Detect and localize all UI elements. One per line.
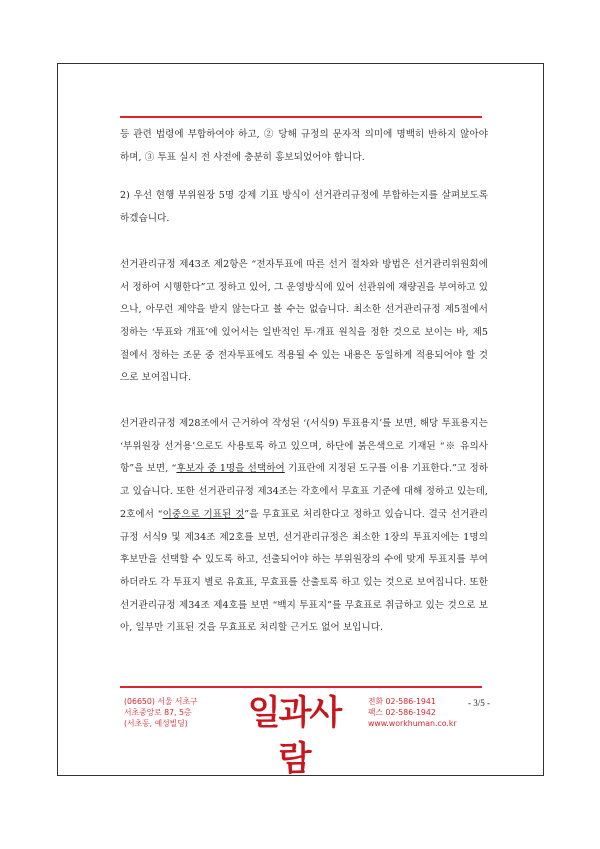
paragraph-3 — [120, 254, 488, 390]
website-link[interactable]: www.workhuman.co.kr — [368, 719, 457, 728]
logo-text: 일과사람 — [247, 693, 341, 779]
footer-contact — [368, 696, 457, 729]
paragraph-4-run-1: 선거관리규정 제28조에서 근거하여 작성된 ‘(서식9) 투표용지’를 보면, 해당 투표용지는 ‘부위원장 선거용’으로도 사용토록 하고 있으며, 하단에 붉은색으로 기재된 “※ 유의사항”을 보면, “ — [120, 418, 488, 475]
paragraph-4-run-3: 기표란에 지정된 도구를 이용 기표한다.”고 정하고 있습니다. 또한 선거관리규정 제34조는 각호에서 무효표 기준에 대해 정하고 있는데, 2호에서 “ — [120, 463, 489, 520]
header-rule — [120, 116, 482, 118]
footer-rule — [120, 686, 482, 688]
address-line: (서초동, 예성빌딩) — [124, 719, 188, 728]
fax-text: 팩스 02-586-1942 — [368, 708, 436, 717]
paragraph-4-underlined-1: 후보자 중 1명을 선택하여 — [176, 463, 285, 475]
address-line: 서초중앙로 87, 5층 — [124, 708, 192, 717]
paragraph-4-run-5: ”을 무효표로 처리한다고 정하고 있습니다. 결국 선거관리규정 서식9 및 제34조 제2호를 보면, 선거관리규정은 최소한 1장의 투표지에는 1명의 후보만을 선택할 수 있도록 하고, 선출되어야 하는 부위원장의 수에 맞게 투표지를 부여하더라도 각 투표지 별로 유효표, 무효표를 산출토록 하고 있는 것으로 보여집니다. 또한 선거관리규정 제34조 제4호를 보면 “백지 투표지”를 무효표로 취급하고 있는 것으로 보아, 일부만 기표된 것을 무효표로 처리할 근거도 없어 보입니다. — [120, 508, 488, 634]
paragraph-1 — [120, 124, 488, 169]
phone-text: 전화 02-586-1941 — [368, 697, 436, 706]
paragraph-2-text: 2) 우선 현행 부위원장 5명 강제 기표 방식이 선거관리규정에 부합하는지를 살펴보도록 하겠습니다. — [120, 190, 488, 225]
paragraph-4-underlined-2: 이중으로 기표된 것 — [162, 508, 245, 520]
document-body — [120, 124, 488, 640]
paragraph-3-text: 선거관리규정 제43조 제2항은 “전자투표에 따른 선거 절차와 방법은 선거관리위원회에서 정하여 시행한다”고 정하고 있어, 그 운영방식에 있어 선관위에 재량권을 부여하고 있으나, 아무런 제약을 받지 않는다고 볼 수는 없습니다. 최소한 선거관리규정 제5절에서 정하는 ‘투표와 개표’에 있어서는 일반적인 투·개표 원칙을 정한 것으로 보이는 바, 제5절에서 정하는 조문 중 전자투표에도 적용될 수 있는 내용은 동일하게 적용되어야 할 것으로 보여집니다. — [120, 258, 488, 384]
address-line: (06650) 서울 서초구 — [124, 697, 198, 706]
paragraph-2 — [120, 185, 488, 230]
footer-address — [124, 696, 224, 729]
paragraph-1-text: 등 관련 법령에 부합하여야 하고, ② 당해 규정의 문자적 의미에 명백히 반하지 않아야 하며, ③ 투표 실시 전 사전에 충분히 홍보되었어야 합니다. — [120, 129, 488, 163]
paragraph-4 — [120, 413, 488, 640]
company-logo — [234, 690, 354, 779]
page-number: - 3/5 - — [468, 698, 490, 708]
